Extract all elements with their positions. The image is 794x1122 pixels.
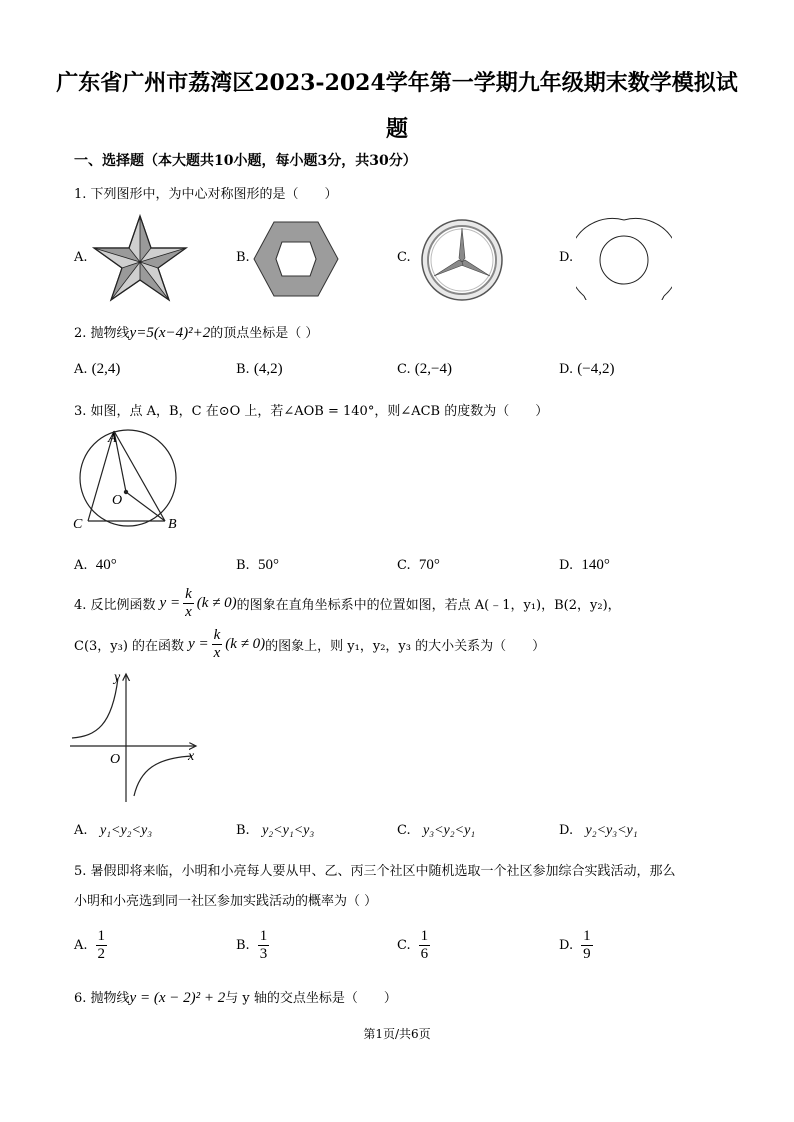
option-label: C. [397, 938, 411, 953]
option-value: y₁<y₂<y₃ [99, 823, 153, 838]
q3-option-b [236, 557, 279, 574]
q5-option-b [236, 928, 269, 963]
option-label: B. [236, 362, 250, 377]
q5-stem-line2: 小明和小亮选到同一社区参加实践活动的概率为（ ） [74, 894, 378, 909]
option-fraction [96, 928, 108, 963]
option-value: 50° [257, 557, 279, 573]
fraction-numerator: k [213, 627, 221, 643]
q1-option-d-label: D. [559, 250, 574, 265]
q4-condition: (k ≠ 0) [196, 595, 237, 611]
q2-formula: y=5(x−4)²+2 [129, 325, 211, 341]
option-value: y₃<y₂<y₁ [423, 823, 476, 838]
option-label: D. [559, 558, 574, 573]
q5-option-c [397, 928, 430, 963]
option-label: C. [397, 823, 411, 838]
option-label: A. [74, 823, 88, 838]
q5-stem-line1: 5. 暑假即将来临，小明和小亮每人要从甲、乙、丙三个社区中随机选取一个社区参加综合实践活动，那么 [74, 864, 676, 879]
section-heading: 一、选择题（本大题共10小题，每小题3分，共30分） [74, 153, 417, 169]
q6-stem-prefix: 6. 抛物线 [74, 991, 130, 1006]
q2-option-a [74, 361, 120, 378]
q4-func-lhs-2: y = [188, 636, 209, 652]
fraction-denominator: 2 [97, 946, 106, 962]
q5-option-a [74, 928, 107, 963]
page-title-line1: 广东省广州市荔湾区2023-2024学年第一学期九年级期末数学模拟试 [56, 70, 738, 96]
option-label: B. [236, 938, 250, 953]
option-label: A. [74, 362, 88, 377]
fraction-denominator: x [185, 604, 192, 620]
option-value: y₂<y₁<y₃ [262, 823, 315, 838]
q2-option-b [236, 361, 283, 378]
origin-label: O [110, 752, 121, 767]
fraction-numerator: 1 [420, 928, 429, 944]
q1-option-b-label: B. [236, 250, 250, 265]
option-fraction [419, 928, 431, 963]
q2-stem [74, 322, 318, 342]
q2-option-d [559, 361, 614, 378]
q4-option-c [397, 823, 475, 839]
q4-stem-line1 [74, 586, 621, 621]
option-label: C. [397, 558, 411, 573]
fraction-numerator: k [185, 586, 192, 602]
option-value: y₂<y₃<y₁ [585, 823, 638, 838]
q1-option-a-label: A. [74, 250, 88, 265]
option-label: B. [236, 558, 250, 573]
q3-option-c [397, 557, 440, 574]
trefoil-circle-figure [576, 216, 672, 300]
fraction-numerator: 1 [97, 928, 106, 944]
option-value: (2,−4) [414, 361, 452, 377]
circle-triangle-figure [68, 428, 188, 536]
star-figure [90, 212, 190, 304]
q2-option-c [397, 361, 452, 378]
q4-fraction [183, 586, 194, 621]
option-label: D. [559, 823, 574, 838]
q4-option-a [74, 823, 152, 839]
page-title-line2: 题 [385, 116, 408, 142]
three-pointed-star-logo [420, 218, 504, 302]
label-b: B [168, 517, 177, 532]
q6-stem-suffix: 与 y 轴的交点坐标是（ ） [225, 991, 397, 1006]
option-value: 140° [581, 557, 610, 573]
q3-stem: 3. 如图，点 A，B，C 在⊙O 上，若∠AOB = 140°，则∠ACB 的度数为（ ） [74, 404, 549, 419]
option-label: D. [559, 362, 574, 377]
fraction-denominator: x [213, 645, 221, 661]
option-fraction [581, 928, 593, 963]
option-value: 40° [95, 557, 117, 573]
hyperbola-graph [68, 666, 204, 806]
option-value: (−4,2) [577, 361, 615, 377]
q6-formula: y = (x − 2)² + 2 [129, 990, 226, 1006]
q4-line2-suffix: 的图象上，则 y₁，y₂，y₃ 的大小关系为（ ） [265, 639, 546, 654]
option-label: A. [74, 938, 88, 953]
q5-option-d [559, 928, 593, 963]
fraction-numerator: 1 [259, 928, 268, 944]
label-c: C [73, 517, 83, 532]
q2-stem-prefix: 2. 抛物线 [74, 326, 130, 341]
q3-option-d [559, 557, 610, 574]
option-label: A. [74, 558, 88, 573]
q1-option-c-label: C. [397, 250, 411, 265]
option-label: D. [559, 938, 574, 953]
option-value: (2,4) [91, 361, 121, 377]
q4-line1-suffix: 的图象在直角坐标系中的位置如图，若点 A(﹣1，y₁)，B(2，y₂)， [236, 598, 621, 613]
option-fraction [258, 928, 270, 963]
page-footer: 第1页/共6页 [363, 1027, 431, 1041]
label-a: A [108, 431, 117, 446]
q4-fraction-2 [212, 627, 223, 662]
q6-stem [74, 987, 397, 1007]
axis-label-x: x [188, 749, 195, 764]
q4-option-b [236, 823, 314, 839]
q4-option-d [559, 823, 638, 839]
fraction-denominator: 9 [583, 946, 591, 962]
q4-line2-prefix: C(3，y₃) 的在函数 [74, 639, 185, 654]
q2-stem-suffix: 的顶点坐标是（ ） [210, 326, 319, 341]
option-value: 70° [418, 557, 440, 573]
fraction-denominator: 3 [259, 946, 268, 962]
option-label: C. [397, 362, 411, 377]
fraction-denominator: 6 [420, 946, 429, 962]
option-value: (4,2) [253, 361, 283, 377]
q4-line1-prefix: 4. 反比例函数 [74, 598, 156, 613]
q3-option-a [74, 557, 117, 574]
fraction-numerator: 1 [583, 928, 591, 944]
q4-func-lhs: y = [159, 595, 181, 611]
label-o: O [112, 493, 123, 508]
q4-condition-2: (k ≠ 0) [225, 636, 266, 652]
q4-stem-line2 [74, 627, 545, 662]
q1-stem: 1. 下列图形中，为中心对称图形的是（ ） [74, 187, 338, 202]
hexagon-figure [252, 220, 340, 298]
option-label: B. [236, 823, 250, 838]
axis-label-y: y [114, 670, 121, 685]
